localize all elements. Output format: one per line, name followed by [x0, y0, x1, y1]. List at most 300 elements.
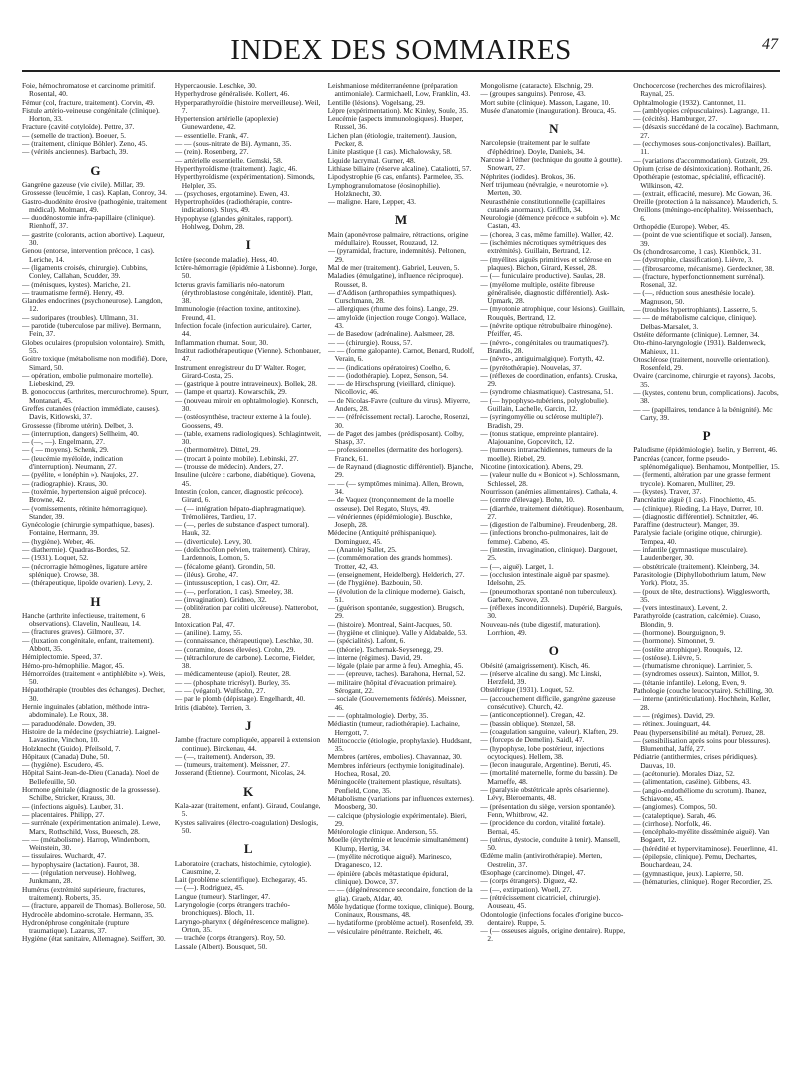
index-entry: — (bassin oblique). Stenzel, 58. [480, 718, 576, 728]
index-entry: — — de Hirschsprung (vieillard, clinique). Nicollovic, 46. [327, 379, 456, 397]
index-entry: Lymphogranulomatose (éosinophilie). Holzknecht, 30. [327, 180, 441, 198]
index-entry: Odontologie (infections focales d'origine bucco-dentaire). Ruppe, 5. [480, 909, 624, 927]
index-entry: Gangrène gazeuse (vie civile). Millar, 39. [22, 179, 145, 189]
index-entry: — (poux de tête, destructions). Wigglesworth, 35. [633, 586, 770, 604]
index-entry: — (vomissements, rétinite hémorragique). Stander, 39. [22, 503, 148, 521]
index-entry: Hyperthyroïdisme (traitement). Jagic, 46. [174, 163, 298, 173]
index-entry: — placentaires. Philipp, 27. [22, 809, 105, 819]
index-entry: Ovaire (carcinome, chirurgie et rayons). Jacobs, 35. [633, 371, 776, 389]
index-entry: — médicamenteuse (apiol). Reuter, 28. [174, 669, 291, 679]
index-entry: — (fibrosarcome, mécanisme). Gerdeckner, 38. [633, 263, 775, 273]
index-entry: — (hygiène). Escudero, 45. [22, 760, 104, 770]
index-entry: — (1931). Loquet, 52. [22, 553, 89, 563]
index-entry: Hypertrophoïdes (radiothérapie, contre-indications). Sluys, 49. [174, 197, 293, 215]
index-entry: — surrénale (expérimentation animale). Lewe, Marx, Rothschild, Voss, Bueesch, 28. [22, 818, 161, 836]
index-entry: — (de l'hygiène). Bazbouin, 50. [327, 578, 423, 588]
index-column-2 [175, 82, 322, 1072]
index-entry: Os (chondrosarcome, 1 cas). Kienböck, 31. [633, 246, 762, 256]
index-entry: — (réflexes inconditionnels). Dupérié, Barguès, 30. [480, 603, 623, 621]
index-entry: — (—, perles de substance d'aspect tumoral). Hauk, 32. [174, 520, 310, 538]
index-entry: — (clinique). Rieding, La Haye, Durrer, 10. [633, 503, 764, 513]
index-entry: — de Basedow (adrénaline). Aalsmeer, 28. [327, 329, 455, 339]
index-entry: Opium (crise de désintoxication). Rothanlt, 26. [633, 163, 773, 173]
index-entry: Nicotine (intoxication). Abens, 29. [480, 462, 584, 472]
index-entry: — sudoripares (troubles). Ullmann, 31. [22, 312, 139, 322]
index-entry: Hémorroïdes (traitement « antiphlébite »). Weis, 50. [22, 668, 166, 687]
index-entry: Métabolisme (variations par influences externes). Moosberg, 30. [327, 793, 474, 812]
section-letter: M [394, 212, 408, 228]
index-entry: Glandes endocrines (psychoneurose). Langdon, 12. [22, 296, 163, 314]
index-entry: — hypophysaire (lactation). Faurot, 38. [22, 859, 140, 869]
index-entry: — vénériennes (épidémiologie). Buschke, Joseph, 28. [327, 511, 453, 530]
index-entry: — (— hypophyso-tubériens, polyglobulie). Guillain, Lachelle, Garcin, 12. [480, 395, 609, 413]
index-entry: Laryngologie (corps étrangers trachéo-bronchiques). Bloch, 11. [174, 900, 290, 918]
index-entry: — (encéphalo-myélite disséminée aiguë). Van Bogaert, 12. [633, 827, 770, 845]
index-entry: — (désaxis succédané de la cocaïne). Bachmann, 27. [633, 122, 779, 140]
index-entry: — hydatiforme (problème actuel). Rosenfeld, 39. [327, 918, 474, 928]
index-entry: Pathologie (couche leucocytaire). Schilling, 30. [633, 686, 774, 696]
index-entry: Grossesse (fibrome utérin). Delbet, 3. [22, 420, 134, 430]
index-entry: Fistule artério-veineuse congénitale (clinique). Horton, 33. [22, 105, 160, 124]
index-entry: — — (régimes). David, 29. [633, 710, 715, 720]
index-entry: — (nouveau miroir en ophtalmologie). Konrsch, 30. [174, 395, 319, 413]
index-entry: — — (sous-nitrate de Bi). Aymann, 35. [174, 139, 292, 149]
index-entry: Ictère-hémorragie (épidémie à Lisbonne). Jorge, 50. [174, 262, 318, 281]
index-entry: — (traitement, clinique Böhler). Zeno, 45. [22, 139, 148, 149]
index-entry: — — (papillaires, tendance à la bénignité). Mc Carty, 39. [633, 404, 773, 422]
index-entry: — (—, perforation, 1 cas). Smeeley, 38. [174, 586, 294, 596]
index-entry: — (ostéite atrophique). Rouquès, 12. [633, 644, 743, 654]
page-header [22, 30, 780, 74]
index-entry: — (névrite optique rétrobulbaire rhinogène). Pfeiffer, 45. [480, 321, 613, 339]
index-entry: — amyloïde (injection rouge Congo). Wallace, 43. [327, 312, 467, 331]
index-entry: — (—, —). Engelmann, 27. [22, 437, 105, 447]
index-entry: Hanche (arthrite infectieuse, traitement, 6 observations). Clavelin, Naulleau, 14. [22, 610, 146, 629]
index-entry: — (pyélite, « lonéphin »). Naujoks, 27. [22, 470, 139, 480]
index-entry: — professionnelles (dermatite des horlogers). Franck, 61. [327, 445, 463, 463]
index-entry: — (— funiculaire productive). Saulas, 28. [480, 271, 606, 281]
index-entry: Membres (artères, embolies). Chavannaz, 30. [327, 752, 462, 762]
index-entry: Œsophage (carcinome). Dingel, 47. [480, 868, 586, 878]
index-entry: — (—). Rodriguez, 45. [174, 883, 244, 893]
page-title: INDEX DES SOMMAIRES [230, 34, 572, 66]
index-entry: — essentielle. Frank, 47. [174, 130, 249, 140]
index-entry: Musée d'anatomie (inauguration). Brouca, 45. [480, 105, 617, 115]
index-entry: — (évolution de la clinique moderne). Gaisch, 51. [327, 586, 466, 604]
index-entry: Lèpre (expérimentation). Mc Kinley, Soule, 35. [327, 105, 469, 115]
index-entry: Hernie inguinales (ablation, méthode intra-abdominale). Le Roux, 38. [22, 702, 150, 720]
index-entry: — (—, réduction sous anesthésie locale). Magnuson, 50. [633, 288, 755, 306]
index-entry: — (—, traitement). Anderson, 39. [174, 751, 275, 761]
index-entry: — (commémoration des grands hommes). Trotter, 42, 43. [327, 553, 453, 571]
index-entry: Hypercaousie. Leschke, 30. [174, 82, 257, 90]
index-entry: Jambe (fracture compliquée, appareil à extension continue). Birckenau, 44. [174, 735, 321, 753]
index-entry: — (—, aiguë). Larget, 1. [480, 561, 554, 571]
index-entry: — (présentation du siège, version spontanée). Fenn, Whitbrow, 42. [480, 801, 616, 819]
index-entry: Globes oculaires (propulsion volontaire). Smith, 55. [22, 337, 165, 355]
index-entry: Instrument enregistreur du D' Walter. Roger, Girard-Costa, 25. [174, 362, 306, 380]
index-entry: Fracture (cavité cotyloïde). Pettre, 37. [22, 122, 135, 132]
index-columns [22, 82, 780, 1072]
index-entry: Greffes cutanées (réaction immédiate, causes). Davis, Kitlowski, 37. [22, 403, 160, 422]
index-entry: Oreille (protection à la naissance). Mauderich, 5. [633, 197, 778, 207]
index-entry: — (coramine, doses élevées). Crohn, 29. [174, 644, 296, 654]
index-entry: Ostéite déformante (clinique). Lemner, 34. [633, 329, 760, 339]
index-entry: Paralysie faciale (origine otique, chirurgie). Tempea, 40. [633, 528, 762, 546]
index-entry: — (rétrécissement cicatriciel, chirurgie). Aouseau, 45. [480, 892, 601, 911]
index-entry: — (diagnostic différentiel). Schnitzler, 46. [633, 511, 759, 521]
index-entry: — (enseignement, Heidelberg). Helderich, 27. [327, 569, 465, 579]
index-entry: Maladies (émulgatine), influence réciproque). Rousset, 8. [327, 271, 464, 289]
index-entry: — (sensibilisation après soins pour blessures). Blumenthal, Jaffé, 27. [633, 735, 771, 754]
index-entry: — (réflexes de coordination, enfants). Cruska, 29. [480, 370, 618, 389]
index-entry: Hydronéphrose congénitale (rupture traumatique). Lazarus, 37. [22, 917, 130, 936]
index-entry: — (digestion de l'albumine). Freudenberg, 28. [480, 520, 618, 530]
index-entry: Leishmaniose méditerranéenne (préparation antimoniale). Carmichaell, Low, Franklin, 43. [327, 82, 471, 99]
index-entry: Hyperparathyroïdie (histoire merveilleuse). Weil, 7. [174, 97, 321, 115]
index-entry: — (luxation congénitale, enfant, traitement). Abbott, 35. [22, 635, 154, 653]
index-entry: — (iléus). Grohe, 47. [174, 569, 239, 579]
index-entry: — (diverticule). Levy, 30. [174, 536, 252, 546]
index-entry: — maligne. Hare, Lepper, 43. [327, 197, 416, 207]
index-entry: — épinière (abcès métastatique épidural, clinique). Dowce, 37. [327, 868, 449, 886]
index-entry: Ictère (seconde maladie). Hess, 40. [174, 254, 279, 264]
index-entry: Hypophyse (glandes génitales, rapport). Hohlweg, Dohrn, 28. [174, 213, 293, 232]
section-letter: O [548, 643, 559, 659]
index-entry: Histoire de la médecine (psychiatrie). Laignel-Lavastine, Vinchon, 10. [22, 726, 160, 745]
index-entry: Hormone génitale (diagnostic de la grossesse). Schilbe, Stricker, Krauss, 30. [22, 785, 160, 803]
index-entry: — (ischémies nécrotiques symétriques des extrémités). Guillain, Bertrand, 12. [480, 238, 607, 256]
index-entry: — (diarrhée, traitement diététique). Rosenbaum, 27. [480, 503, 624, 521]
index-entry: Oreillons (méningo-encéphalite). Weissenbach, 6. [633, 205, 774, 223]
index-entry: — (hygiène et clinique). Valle y Aldabalde, 53. [327, 628, 468, 637]
index-entry: Neurasthénie constitutionnelle (capillaires cutanés anormaux). Griffith, 34. [480, 196, 606, 214]
index-entry: Foie, hémochromatose et carcinome primitif. Rosental, 40. [22, 82, 156, 99]
index-entry: Nouveau-nés (tube digestif, maturation). Lorrhion, 49. [480, 619, 601, 637]
index-entry: — (leucémie myéloïde, indication d'interruption). Neumann, 27. [22, 453, 123, 472]
index-entry: — (anticonceptionnel). Cregan, 42. [480, 710, 586, 720]
index-entry: Gynécologie (chirurgie sympathique, bases). Fontaine, Hermann, 39. [22, 520, 155, 538]
index-entry: — (hygiène). Weber, 46. [22, 536, 95, 546]
index-entry: — (infections broncho-pulmonaires, lait de femme). Cabeno, 45. [480, 528, 609, 546]
index-entry: Hémiplectomie. Speed, 37. [22, 652, 103, 662]
section-letter: H [90, 593, 101, 609]
index-entry: — (Anatole) Sallet, 25. [327, 545, 397, 555]
index-entry: Laboratoire (crachats, histochimie, cytologie). Causmine, 2. [174, 858, 312, 876]
index-entry: — (kystes, contenu brun, complications). Jacobs, 38. [633, 387, 779, 406]
index-entry: — de Raynaud (diagnostic différentiel). Bjanche, 29. [327, 462, 474, 480]
index-entry: Gastro-duodénite érosive (pathogénie, traitement médical). Molmant, 49. [22, 196, 167, 214]
index-entry: Intoxication Pal, 47. [174, 619, 235, 629]
index-entry: Parasitologie (Diphyllobothrium latum, New York). Plotz, 35. [633, 569, 766, 588]
index-entry: — (vérités anciennes). Barbach, 39. [22, 147, 129, 157]
index-entry: Lichen plan (étiologie, traitement). Jausion, Pecker, 8. [327, 130, 457, 149]
index-entry: — (semelle de traction). Boeuer, 5. [22, 130, 126, 140]
index-entry: — (spécialités). Lafont, 6. [327, 636, 406, 646]
index-entry: — (réserve alcaline du sang). Mc Linski, Herzfeld, 39. [480, 668, 602, 687]
index-entry: — — (iodothérapie). Lopez, Senson, 54. [327, 370, 449, 380]
index-entry: — (pyrétothérapie). Nouvelas, 37. [480, 362, 582, 372]
index-entry: Humérus (extrémité supérieure, fractures, traitement). Roberts, 35. [22, 884, 146, 902]
index-entry: — (myélome multiple, ostéite fibreuse généralisée, diagnostic différentiel). Ask-Upmark, 28. [480, 279, 610, 306]
page-number: 47 [762, 36, 778, 53]
index-entry: — (tétanie infantile). Lelong, Even, 9. [633, 677, 747, 687]
index-entry: B. gonococcus (arthrites, mercurochrome). Spurr, Montanari, 45. [22, 387, 169, 405]
index-entry: — interne (antiréticulation). Hochhein, Keller, 28. [633, 694, 771, 712]
index-entry: — — (— symptômes minima). Allen, Brown, 34. [327, 478, 464, 496]
index-entry: Fémur (col, fracture, traitement). Corvin, 49. [22, 97, 155, 107]
index-entry: Hyperhydrose généralisée. Kollert, 46. [174, 89, 290, 99]
index-entry: — (coagulation sanguine, valeur). Klaften, 29. [480, 726, 619, 736]
index-entry: — (extrait, efficacité, mesure). Mc Gowan, 36. [633, 188, 772, 198]
index-entry: — (pneumothorax spontané non tuberculeux). Garbere, Savove, 23. [480, 586, 617, 604]
index-entry: Pancréatite aiguë (1 cas). Finochietto, 45. [633, 495, 756, 505]
index-entry: — — (dégénérescence secondaire, fonction de la glia). Graeb, Aldar, 40. [327, 885, 473, 903]
section-letter: K [243, 783, 254, 799]
index-entry: Hypertension artérielle (apoplexie) Gunewardene, 42. [174, 114, 279, 132]
index-entry: Paraffine (destructeur). Manger, 39. [633, 520, 740, 530]
index-entry: — allergiques (rhume des foins). Lange, 29. [327, 304, 459, 314]
index-entry: — (cirrhose). Norfolk, 46. [633, 818, 712, 828]
index-entry: Obésité (amaigrissement). Kisch, 46. [480, 660, 590, 670]
index-entry: — (radiographie). Kraus, 30. [22, 478, 108, 488]
index-entry: — — (réfrécissement rectal). Laroche, Rosenzi, 30. [327, 412, 470, 430]
index-entry: — (cécités). Hamburger, 27. [633, 114, 718, 124]
index-entry: — (pyramidal, fracture, indemnités). Peltonen, 29. [327, 246, 466, 264]
index-entry: — (gymnastique, jeux). Lapierre, 50. [633, 868, 744, 878]
index-entry: — — (régulation nerveuse). Hohlweg, Junkmann, 28. [22, 868, 137, 886]
index-entry: Otosclérose (traitement, nouvelle orientation). Rosenfeld, 29. [633, 354, 770, 373]
index-entry: — (angiomes). Compos, 50. [633, 802, 717, 812]
index-entry: — (variations d'accommodation). Gutzeit, 29. [633, 155, 769, 165]
index-entry: Néphrites (iodides). Brokos, 36. [480, 171, 576, 181]
index-entry: — calcique (physiologie expérimentale). Bieri, 29. [327, 810, 467, 828]
index-entry: — (aniline). Lamy, 55. [174, 628, 243, 637]
index-entry: — (gastrique à poutre intraveineux). Bollek, 28. [174, 379, 318, 389]
index-entry: — (acétonurie). Morales Diaz, 52. [633, 769, 735, 779]
index-entry: — (table, examens radiologiques). Schlagintweit, 30. [174, 428, 322, 447]
index-entry: — (syringomyélie ou sclérose multiple?). Bradish, 29. [480, 412, 604, 430]
index-entry: — (interruption, dangers) Sellheim, 40. [22, 428, 139, 438]
index-entry: Hémo-pro-hémophilie. Magor, 45. [22, 660, 125, 670]
index-entry: Médiastin (tumeur, radiothérapie). Lachaine, Herrgott, 7. [327, 719, 460, 737]
index-entry: — (hérédité et hypervitaminose). Feuerlinne, 41. [633, 843, 778, 853]
index-entry: — (myélite nécrotique aiguë). Marinesco, Draganesco, 12. [327, 852, 452, 870]
index-entry: — (hormone). Bourguignon, 9. [633, 628, 726, 637]
index-entry: Kystes salivaires (électro-coagulation) Deslogis, 50. [174, 817, 319, 835]
index-entry: — (fracture, appareil de Thomas). Bollerose, 50. [22, 901, 166, 911]
header-rule [22, 70, 780, 72]
index-entry: — (ligaments croisés, chirurgie). Cubbins, Conley, Callahan, Scudder, 39. [22, 262, 148, 281]
index-entry: Parathyroïde (castration, calcémie). Cuaso, Blondin, 9. [633, 611, 761, 629]
index-entry: — (syndrome chiasmatique). Castresana, 51. [480, 387, 614, 397]
index-entry: Hyperthyroïdisme (expérimentation). Simonds, Helpler, 35. [174, 172, 315, 190]
index-entry: — vésiculaire pénétrante. Reichelt, 46. [327, 926, 443, 936]
index-entry: — (guérison spontanée, suggestion). Brugsch, 29. [327, 603, 465, 621]
index-entry: Oto-rhino-laryngologie (1931). Baldenweck, Mahieux, 11. [633, 338, 766, 356]
index-entry: — (nécrorragie hémogènes, ligature artère splénique). Crowse, 38. [22, 561, 148, 579]
index-entry: — (— osseuses aiguës, origine dentaire). Ruppe, 2. [480, 926, 626, 944]
index-entry: — (myotonie atrophique, cour lésions). Guillain, Rouquès, Bertrand, 12. [480, 304, 625, 322]
index-entry: — gastrite (colorants, action abortive). Laqueur, 30. [22, 229, 165, 248]
index-entry: Neurologie (démence précoce « subfoin »). Mc Castan, 43. [480, 213, 621, 231]
index-entry: — — de métabolisme calcique, clinique). Delbas-Marsalet, 3. [633, 313, 757, 331]
index-entry: Pancréas (cancer, forme pseudo-splénomégalique). Benhamou, Montpellier, 15. [633, 453, 780, 472]
index-entry: — (accouchement difficile, gangrène gazeuse consécutive). Church, 42. [480, 693, 616, 712]
index-entry: — (myélites aiguës primitives et sclérose en plaques). Bichon, Girard, Kessel, 28. [480, 254, 612, 272]
section-letter: G [90, 162, 101, 178]
index-entry: Môle hydatique (forme toxique, clinique). Bourg, Coninaux, Rousmans, 48. [327, 901, 475, 920]
index-entry: — (point de vue scientifique et social). Jansen, 39. [633, 230, 772, 248]
index-entry: — (vers intestinaux). Levent, 2. [633, 603, 728, 613]
index-entry: — (fermenti, altération par une grasse ferment trycole). Komaren, Mulliter, 29. [633, 470, 771, 488]
index-entry: — (lecon inaugurale, Argentine). Beruti, 45. [480, 760, 612, 770]
index-entry: — parotide (tuberculose par milive). Bermann, Fein, 37. [22, 321, 161, 339]
index-entry: Œdème malin (antivirothérapie). Merten, Oestrelin, 37. [480, 851, 603, 869]
index-entry: — (mortalité maternelle, forme du bassin). De Marneffe, 48. [480, 768, 618, 786]
section-letter: I [245, 237, 251, 253]
index-entry: — (kystes). Traver, 37. [633, 486, 702, 496]
index-entry: — (valeur nulle du « Bonicot »). Schlossmann, Schlessel, 28. [480, 470, 620, 488]
index-entry: Goitre toxique (métabolisme non modifié). Dore, Simard, 50. [22, 354, 168, 372]
index-entry: — (hypophyse, lobe postérieur, injections ocytociques). Hellem, 38. [480, 743, 605, 761]
index-entry: Hygiène (état sanitaire, Allemagne). Seiffert, 30. [22, 934, 166, 944]
index-entry: — (épilepsie, clinique). Pemu, Dechartes, Bouchardeau, 24. [633, 852, 757, 870]
index-entry: Membres inférieurs (ecthymie lonigitudinale). Hochea, Rosal, 20. [327, 760, 465, 779]
index-entry: Laryngo-pharynx ( dégénérescence maligne). Orton, 35. [174, 916, 309, 934]
index-entry: — (angio-endothéliome du scrotum). Ibanez, Schiavone, 45. [633, 785, 767, 803]
index-entry: — (névro-, antiguirnalgique). Fortyth, 42. [480, 354, 605, 364]
index-entry: — (—, extirpation). Woell, 27. [480, 884, 572, 894]
index-entry: — (lampe et quartz). Kowarschik, 29. [174, 387, 287, 397]
index-entry: Nourrisson (anémies alimentaires). Cathala, 4. [480, 486, 618, 496]
index-entry: — — (indications opératoires) Coelho, 6. [327, 362, 451, 372]
index-entry: — (intestin, invagination, clinique). Dargouet, 25. [480, 545, 618, 563]
index-column-3 [328, 82, 475, 1072]
index-entry: — (troubles hypertrophiants). Lasserre, 5. [633, 305, 758, 315]
section-letter: N [549, 121, 559, 137]
index-entry: — par le plomb (dépistage). Engelhardt, 40. [174, 694, 306, 704]
index-entry: — (trocart à pointe mobile). Lebinski, 27. [174, 453, 299, 463]
index-entry: — (tonus statique, empreinte plantaire). Alajouanine, Gopcevitch, 12. [480, 428, 599, 447]
index-entry: — paraduodénale. Dowden, 39. [22, 718, 116, 728]
index-entry: — (rein). Rosenberg, 27. [174, 147, 249, 157]
index-entry: Lipodystrophie (6 cas, enfants). Parmelee, 35. [327, 172, 464, 182]
index-entry: — de Vaquez (tronçonnement de la moelle osseuse). Del Regato, Sluys, 49. [327, 495, 454, 513]
index-entry: Médecine (Antiquité préhispanique). Dominguez, 45. [327, 528, 437, 546]
index-entry: Insuline (ulcère : carbone, diabétique). Govena, 45. [174, 470, 316, 488]
index-entry: Moelle (érythrémie et leucémie simultanément) Klump, Hertig, 34. [327, 835, 469, 853]
index-entry: — (tumeurs, traitement). Meissner, 27. [174, 760, 290, 770]
index-entry: — duodénostomie infra-papillaire (clinique). Rienhoff, 37. [22, 213, 155, 231]
index-entry: — (dystrophie, classification). Lièvre, 3. [633, 255, 754, 265]
index-entry: — (oblitération par coliti ulcéreuse). Natterobot, 28. [174, 603, 319, 621]
index-entry: — obstétricale (traitement). Kleinberg, 34. [633, 561, 760, 571]
index-entry: Leucémie (aspects immunologiques). Hueper, Russel, 36. [327, 114, 464, 132]
index-entry: Obstétrique (1931). Loquet, 52. [480, 685, 574, 695]
index-entry: Main (aponévrose palmaire, rétractions, origine médullaire). Rousset, Rouzaud, 12. [327, 229, 469, 248]
index-entry: — (ecchymoses sous-conjonctivales). Baillart, 11. [633, 139, 771, 157]
index-entry: Josserand (Étienne). Courmont, Nicolas, 24. [174, 768, 306, 778]
index-entry: Hydrocèle abdomino-scrotale. Hermann, 35. [22, 909, 154, 919]
index-entry: — (— intégration hépato-diaphragmatique). Trémolières, Tardieu, 17. [174, 503, 306, 521]
index-entry: Paludisme (épidémiologie). Iselin, y Berrent, 46. [633, 445, 778, 455]
index-entry: — (connaissance, thérapeutique). Leschke, 30. [174, 636, 314, 646]
index-entry: — ( — moyens). Schenk, 29. [22, 445, 109, 455]
index-entry: — (groupes sanguins). Penrose, 43. [480, 89, 586, 99]
index-entry: — militaire (hôpital d'évacuation primaire). Sérogant, 22. [327, 677, 457, 696]
index-entry: Liquide lacrymal. Gurner, 48. [327, 155, 416, 165]
index-entry: Hépatothérapie (troubles des échanges). Decher, 30. [22, 685, 165, 703]
index-entry: — — (ophtalmologie). Derby, 35. [327, 710, 429, 720]
section-letter: J [244, 717, 252, 733]
index-entry: Onchocercose (recherches des microfilaires). Raynal, 25. [633, 82, 767, 99]
index-entry: Hôpital Saint-Jean-de-Dieu (Canada). Noel de Bellefeuille, 50. [22, 768, 159, 786]
index-entry: — — (chirurgie). Rouss, 57. [327, 337, 413, 347]
index-entry: — d'Addison (arthropathies sympathiques). Curschmann, 28. [327, 287, 457, 306]
index-entry: Langue (tumeur). Starlinger, 47. [174, 891, 271, 901]
index-entry: — (amblyopies crépusculaires). Lagrange, 11. [633, 105, 770, 115]
index-entry: — — (végatol). Wulfsohn, 27. [174, 686, 266, 696]
index-entry: — (tétrachlorure de carbone). Lecorne, Fielder, 38. [174, 652, 315, 671]
index-entry: Narcolepsie (traitement par le sulfate d'éphédrine). Doyle, Daniels, 34. [480, 138, 590, 156]
index-entry: — (invagination). Gridneo, 32. [174, 594, 267, 604]
index-entry: — rétinex. Jouinguart, 44. [633, 719, 711, 729]
index-entry: — (paralysie obstétricale après césarienne). Lévy, Bleroemants, 48. [480, 785, 610, 803]
index-entry: — (thérapeutique, lipoïde ovarien). Levy, 2. [22, 578, 153, 588]
index-entry: — — (forme galopante). Carnot, Benard, Rudolf, Verain, 6. [327, 345, 475, 364]
index-entry: Lentille (lésions). Vogelsang, 29. [327, 97, 426, 107]
index-entry: Peau (hypersensibilité au métal). Peruez, 28. [633, 727, 765, 737]
section-letter: P [702, 428, 711, 444]
index-entry: — (psychoses, ergotamine). Ewen, 43. [174, 188, 290, 198]
index-entry: — (procidence du cordon, vitalité fœtale). Bernai, 45. [480, 818, 605, 836]
index-entry: — (névro-, congénitales ou traumatiques?). Brandis, 28. [480, 337, 609, 355]
index-entry: — (intussusception, 1 cas). Orr, 42. [174, 578, 280, 588]
index-entry: — (fractures graves). Gilmore, 37. [22, 627, 125, 637]
index-entry: — (chorea, 3 cas, même famille). Waller, 42. [480, 229, 614, 239]
index-entry: Opothérapie (estomac, spécialité, efficacité). Wilkinson, 42. [633, 172, 766, 190]
index-entry: — (centre d'élevage). Bohn, 10. [480, 495, 575, 505]
index-entry: — (cataleptique). Sarah, 46. [633, 810, 717, 820]
index-entry: — sociale (Gouvernements fédérés). Meissner, 46. [327, 694, 467, 712]
index-entry: — artérielle essentielle. Gemski, 58. [174, 155, 283, 165]
index-entry: — (utérus, dystocie, conduite à tenir). Mansell, 50. [480, 834, 620, 853]
index-entry: — opération, embolie pulmonaire mortelle). Liebeskind, 29. [22, 370, 153, 389]
index-entry: Lait (problème scientifique). Etchegaray, 45. [174, 875, 308, 885]
index-entry: — tissulaires. Wuchardt, 47. [22, 851, 107, 861]
index-entry: Hôpitaux (Canada) Duhe, 50. [22, 751, 110, 761]
index-entry: Infection focale (infection auriculaire). Carter, 44. [174, 321, 312, 339]
index-entry: — (ostéose). Lièvre, 5. [633, 652, 702, 662]
index-entry: Mongolisme (cataracte). Elschnig, 29. [480, 82, 594, 90]
index-entry: Lassale (Albert). Bousquet, 50. [174, 941, 268, 951]
index-entry: Kala-azar (traitement, enfant). Giraud, Coulange, 5. [174, 801, 321, 819]
index-entry: — trachée (corps étrangers). Roy, 50. [174, 933, 286, 943]
index-column-5 [633, 82, 780, 1072]
index-entry: Linite plastique (1 cas). Michalowsky, 58. [327, 147, 452, 157]
index-entry: Holzknecht (Guido). Pfeilsold, 7. [22, 743, 121, 753]
index-entry: — (corps étrangers). Diguez, 42. [480, 876, 578, 886]
index-entry: Institut radiothérapeutique (Vienne). Schonbauer, 47. [174, 345, 321, 364]
index-entry: — interne (régimes). David, 29. [327, 652, 423, 662]
index-entry: — traumatisme fermé). Henry, 49. [22, 287, 124, 297]
index-entry: Genou (entorse, intervention précoce, 1 cas). Leriche, 14. [22, 246, 155, 264]
index-entry: — (ostéosynthèse, tracteur externe à la foule). Goossens, 49. [174, 412, 312, 430]
index-entry: — (infections aiguës). Lauber, 31. [22, 801, 124, 811]
index-entry: Méningocèle (traitement plastique, résultats). Penfield, Cone, 35. [327, 777, 462, 795]
index-entry: Mort subite (clinique). Masson, Lagane, 10. [480, 97, 611, 107]
